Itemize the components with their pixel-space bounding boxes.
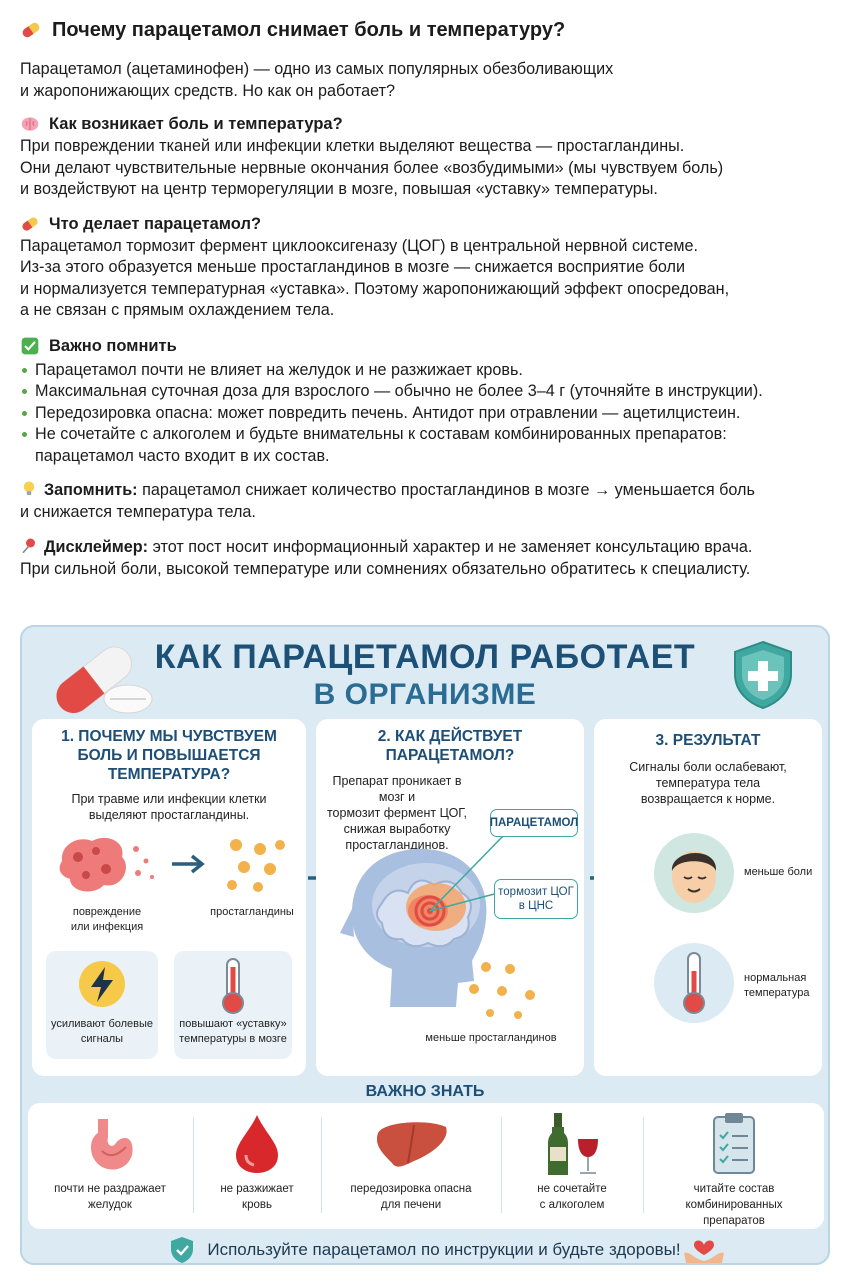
calm-face-icon [652, 831, 736, 915]
know-item-liver [322, 1103, 500, 1229]
know-item-stomach [28, 1103, 192, 1229]
brain-icon [20, 114, 40, 134]
disclaimer-note: Дисклеймер: этот пост носит информационный характер и не заменяет консультацию врача. При сильной боли, высокой температуре или сомнениях обязательно обратитесь к специалисту. [20, 538, 753, 578]
temperature-setpoint-label: повышают «уставку» температуры в мозге [179, 1018, 287, 1045]
pain-signals-label: усиливают болевые сигналы [50, 1018, 154, 1045]
arrow-right-icon [170, 853, 210, 875]
remember-list [20, 360, 835, 468]
shield-plus-icon [730, 639, 796, 711]
prostaglandins-label: простагландины [210, 906, 294, 918]
card-pain-signals [46, 951, 158, 1059]
panel-why-pain [32, 719, 306, 1076]
know-label-composition: читайте состав комбинированных препаратов [685, 1183, 783, 1227]
know-item-alcohol [502, 1103, 642, 1229]
panel-why-pain-title: 1. ПОЧЕМУ МЫ ЧУВСТВУЕМ БОЛЬ И ПОВЫШАЕТСЯ ТЕМПЕРАТУРА? [61, 728, 277, 783]
wine-icon [544, 1111, 604, 1177]
infographic-title: КАК ПАРАЦЕТАМОЛ РАБОТАЕТ [154, 638, 696, 676]
remember-note: Запомнить: парацетамол снижает количество простагландинов в мозге → уменьшается боль и снижается температура тела. [20, 481, 755, 521]
infographic-subtitle: В ОРГАНИЗМЕ [313, 678, 537, 711]
know-item-blood [194, 1103, 320, 1229]
card-temperature-setpoint [174, 951, 292, 1059]
damaged-tissue-icon [56, 831, 166, 901]
important-strip [28, 1103, 824, 1229]
section-action-title: Что делает парацетамол? [20, 212, 835, 236]
lightbulb-icon [20, 480, 38, 498]
pill-icon [20, 214, 40, 234]
thermometer-icon [218, 957, 248, 1015]
less-pain-label: меньше боли [744, 866, 813, 878]
prostaglandins-icon [222, 835, 292, 895]
shield-check-icon [169, 1236, 195, 1264]
know-label-stomach: почти не раздражает желудок [54, 1183, 166, 1211]
panel-how-works-text: Препарат проникает в мозг и тормозит фермент ЦОГ, снижая выработку простагландинов. [326, 774, 468, 852]
panel-how-works-title: 2. КАК ДЕЙСТВУЕТ ПАРАЦЕТАМОЛ? [377, 728, 523, 764]
normal-thermometer-icon [652, 941, 736, 1025]
clipboard-icon [710, 1111, 758, 1175]
panel-result-text: Сигналы боли ослабевают, температура тела возвращается к норме. [629, 760, 787, 806]
panel-why-pain-text: При травме или инфекции клетки выделяют простагландины. [71, 792, 267, 822]
lightning-icon [77, 959, 127, 1009]
know-item-composition [644, 1103, 824, 1229]
important-title: ВАЖНО ЗНАТЬ [365, 1083, 485, 1100]
section-pain-text: При повреждении тканей или инфекции клетки выделяют вещества — простагландины. Они делают чувствительные нервные окончания более «возбудимыми» (мы чувствуем боль) и воздействуют на центр терморегуляции в мозге, повышая «уставку» температуры. [20, 137, 724, 198]
know-label-alcohol: не сочетайте с алкоголем [537, 1183, 607, 1211]
infographic [20, 625, 830, 1265]
pill-icon [20, 19, 42, 41]
paracetamol-tag: ПАРАЦЕТАМОЛ [490, 809, 578, 837]
list-item: Максимальная суточная доза для взрослого — обычно не более 3–4 г (уточняйте в инструкции). [20, 381, 835, 403]
normal-temperature-label: нормальная температура [744, 972, 810, 999]
check-icon [20, 336, 40, 356]
blood-drop-icon [232, 1113, 282, 1175]
liver-icon [374, 1119, 450, 1171]
panel-result [594, 719, 822, 1076]
intro-text: Парацетамол (ацетаминофен) — одно из самых популярных обезболивающих и жаропонижающих средств. Но как он работает? [20, 60, 614, 100]
prostaglandins-icon [466, 959, 546, 1023]
panel-result-title: 3. РЕЗУЛЬТАТ [655, 732, 761, 749]
pushpin-icon [20, 537, 38, 555]
post-title: Почему парацетамол снимает боль и температуру? [20, 14, 835, 46]
know-label-blood: не разжижает кровь [220, 1183, 294, 1211]
footer-text: Используйте парацетамол по инструкции и будьте здоровы! [207, 1240, 681, 1259]
list-item: Парацетамол почти не влияет на желудок и не разжижает кровь. [20, 360, 835, 382]
know-label-liver: передозировка опасна для печени [350, 1183, 472, 1211]
heart-hands-icon [682, 1233, 726, 1265]
section-pain-title: Как возникает боль и температура? [20, 112, 835, 136]
stomach-icon [80, 1115, 140, 1175]
list-item: Не сочетайте с алкоголем и будьте внимательны к составам комбинированных препаратов: парацетамол часто входит в их состав. [20, 424, 835, 467]
damage-label: повреждение или инфекция [70, 906, 144, 933]
panel-how-works [316, 719, 584, 1076]
inhibits-cox-tag: тормозит ЦОГ в ЦНС [494, 879, 578, 919]
section-remember-title: Важно помнить [20, 334, 835, 358]
section-action-text: Парацетамол тормозит фермент циклооксигеназу (ЦОГ) в центральной нервной системе. Из-за этого образуется меньше простагландинов в мозге — снижается восприятие боли и нормализуется температурная «уставка». Поэтому жаропонижающий эффект опосредован, а не связан с прямым охлаждением тела. [20, 236, 730, 319]
less-prostaglandins-label: меньше простагландинов [425, 1032, 557, 1044]
list-item: Передозировка опасна: может повредить печень. Антидот при отравлении — ацетилцистеин. [20, 403, 835, 425]
post [20, 14, 835, 580]
